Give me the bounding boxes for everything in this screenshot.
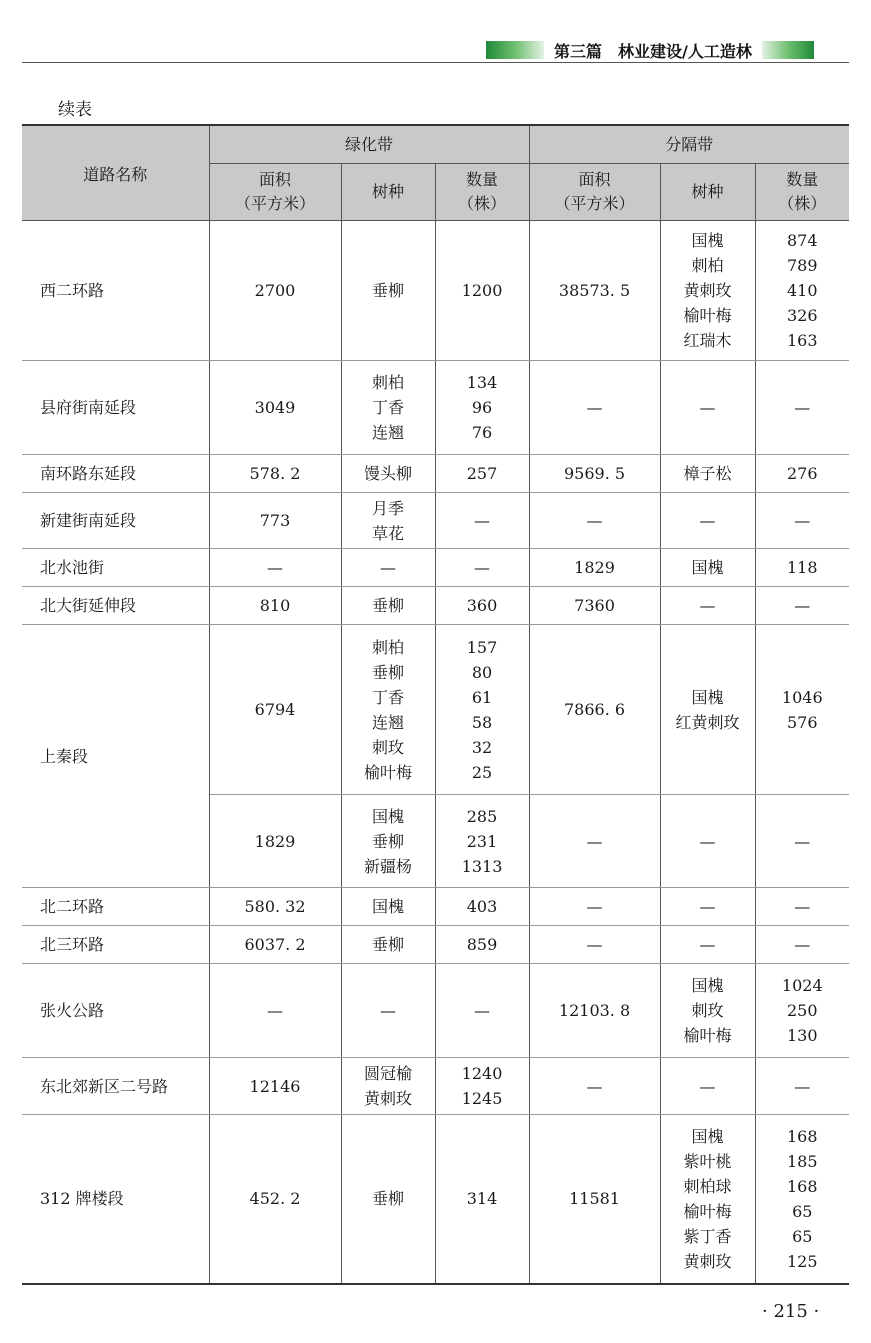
divider-area-cell: 7866. 6	[529, 625, 660, 795]
green-area-cell: 580. 32	[209, 888, 341, 926]
green-qty-cell: 314	[435, 1115, 529, 1284]
table-row	[22, 1115, 849, 1284]
road-name-cell: 北三环路	[22, 926, 209, 964]
divider-qty-cell: 874 789 410 326 163	[755, 221, 849, 361]
divider-qty-cell: —	[755, 926, 849, 964]
table-row	[22, 361, 849, 455]
green-species-cell: 刺柏 丁香 连翘	[341, 361, 435, 455]
divider-area-cell: —	[529, 926, 660, 964]
green-area-cell: 3049	[209, 361, 341, 455]
green-qty-cell: —	[435, 493, 529, 549]
header-green-area: 面积 （平方米）	[209, 164, 341, 221]
divider-species-cell: 国槐 红黄刺玫	[660, 625, 755, 795]
green-species-cell: —	[341, 964, 435, 1058]
road-name-cell: 南环路东延段	[22, 455, 209, 493]
table-row	[22, 1058, 849, 1115]
divider-species-cell: 国槐	[660, 549, 755, 587]
running-header	[486, 40, 814, 60]
table-row	[22, 964, 849, 1058]
green-qty-cell: 360	[435, 587, 529, 625]
divider-qty-cell: 118	[755, 549, 849, 587]
green-qty-cell: 1240 1245	[435, 1058, 529, 1115]
divider-species-cell: —	[660, 587, 755, 625]
divider-qty-cell: —	[755, 493, 849, 549]
divider-qty-cell: —	[755, 888, 849, 926]
divider-species-cell: —	[660, 493, 755, 549]
table-row	[22, 625, 849, 795]
road-name-cell: 北水池街	[22, 549, 209, 587]
header-divider-qty: 数量 （株）	[755, 164, 849, 221]
divider-species-cell: —	[660, 926, 755, 964]
green-area-cell: 1829	[209, 795, 341, 888]
divider-area-cell: 12103. 8	[529, 964, 660, 1058]
header-divider-species: 树种	[660, 164, 755, 221]
divider-area-cell: —	[529, 795, 660, 888]
road-name-cell: 上秦段	[22, 625, 209, 888]
green-species-cell: 刺柏 垂柳 丁香 连翘 刺玫 榆叶梅	[341, 625, 435, 795]
divider-area-cell: —	[529, 888, 660, 926]
divider-area-cell: 7360	[529, 587, 660, 625]
continued-label: 续表	[58, 100, 92, 120]
divider-area-cell: 11581	[529, 1115, 660, 1284]
green-species-cell: 月季 草花	[341, 493, 435, 549]
green-area-cell: —	[209, 549, 341, 587]
green-qty-cell: 1200	[435, 221, 529, 361]
divider-qty-cell: —	[755, 587, 849, 625]
green-area-cell: 578. 2	[209, 455, 341, 493]
green-qty-cell: —	[435, 964, 529, 1058]
divider-species-cell: —	[660, 888, 755, 926]
header-rule	[22, 62, 849, 63]
green-area-cell: 810	[209, 587, 341, 625]
divider-species-cell: 樟子松	[660, 455, 755, 493]
divider-qty-cell: 276	[755, 455, 849, 493]
road-name-cell: 北大街延伸段	[22, 587, 209, 625]
divider-species-cell: 国槐 刺玫 榆叶梅	[660, 964, 755, 1058]
header-divider-area: 面积 （平方米）	[529, 164, 660, 221]
divider-area-cell: —	[529, 361, 660, 455]
green-qty-cell: 403	[435, 888, 529, 926]
table-row	[22, 549, 849, 587]
divider-area-cell: —	[529, 493, 660, 549]
road-name-cell: 312 牌楼段	[22, 1115, 209, 1284]
green-area-cell: 6794	[209, 625, 341, 795]
table-row	[22, 455, 849, 493]
road-name-cell: 张火公路	[22, 964, 209, 1058]
green-species-cell: 圆冠榆 黄刺玫	[341, 1058, 435, 1115]
table-row	[22, 926, 849, 964]
road-name-cell: 县府街南延段	[22, 361, 209, 455]
road-name-cell: 北二环路	[22, 888, 209, 926]
header-title: 第三篇 林业建设/人工造林	[554, 41, 752, 61]
table-row	[22, 587, 849, 625]
green-species-cell: 垂柳	[341, 587, 435, 625]
divider-area-cell: 9569. 5	[529, 455, 660, 493]
road-greening-table	[22, 124, 849, 1285]
green-area-cell: 452. 2	[209, 1115, 341, 1284]
green-qty-cell: 134 96 76	[435, 361, 529, 455]
green-area-cell: 2700	[209, 221, 341, 361]
divider-qty-cell: —	[755, 1058, 849, 1115]
green-species-cell: 国槐 垂柳 新疆杨	[341, 795, 435, 888]
road-name-cell: 新建街南延段	[22, 493, 209, 549]
divider-species-cell: —	[660, 1058, 755, 1115]
header-divider-belt: 分隔带	[529, 125, 849, 164]
green-qty-cell: 157 80 61 58 32 25	[435, 625, 529, 795]
green-area-cell: 773	[209, 493, 341, 549]
green-qty-cell: 285 231 1313	[435, 795, 529, 888]
header-green-qty: 数量 （株）	[435, 164, 529, 221]
divider-species-cell: —	[660, 361, 755, 455]
divider-qty-cell: —	[755, 795, 849, 888]
divider-area-cell: —	[529, 1058, 660, 1115]
green-species-cell: 垂柳	[341, 221, 435, 361]
green-species-cell: 国槐	[341, 888, 435, 926]
green-species-cell: —	[341, 549, 435, 587]
green-area-cell: 6037. 2	[209, 926, 341, 964]
divider-species-cell: 国槐 刺柏 黄刺玫 榆叶梅 红瑞木	[660, 221, 755, 361]
header-green-species: 树种	[341, 164, 435, 221]
divider-area-cell: 38573. 5	[529, 221, 660, 361]
green-qty-cell: 859	[435, 926, 529, 964]
green-area-cell: 12146	[209, 1058, 341, 1115]
table-row	[22, 221, 849, 361]
header-green-belt: 绿化带	[209, 125, 529, 164]
header-road: 道路名称	[22, 125, 209, 221]
green-species-cell: 垂柳	[341, 926, 435, 964]
green-species-cell: 馒头柳	[341, 455, 435, 493]
green-qty-cell: —	[435, 549, 529, 587]
header-right-bar	[762, 41, 814, 59]
green-species-cell: 垂柳	[341, 1115, 435, 1284]
green-qty-cell: 257	[435, 455, 529, 493]
divider-qty-cell: —	[755, 361, 849, 455]
divider-qty-cell: 1046 576	[755, 625, 849, 795]
road-name-cell: 东北郊新区二号路	[22, 1058, 209, 1115]
divider-species-cell: 国槐 紫叶桃 刺柏球 榆叶梅 紫丁香 黄刺玫	[660, 1115, 755, 1284]
road-name-cell: 西二环路	[22, 221, 209, 361]
green-area-cell: —	[209, 964, 341, 1058]
divider-area-cell: 1829	[529, 549, 660, 587]
divider-qty-cell: 1024 250 130	[755, 964, 849, 1058]
table-row	[22, 493, 849, 549]
page-number: · 215 ·	[762, 1301, 820, 1322]
table-row	[22, 888, 849, 926]
divider-qty-cell: 168 185 168 65 65 125	[755, 1115, 849, 1284]
divider-species-cell: —	[660, 795, 755, 888]
header-left-bar	[486, 41, 544, 59]
